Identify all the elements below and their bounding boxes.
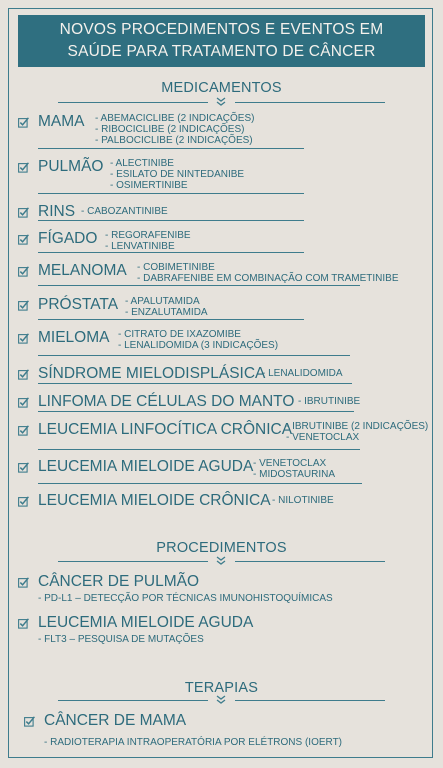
section-rule-left [58,102,208,103]
procedure-detail: - PD-L1 – DETECÇÃO POR TÉCNICAS IMUNOHISTOQUÍMICAS [38,593,333,604]
drug-list [118,329,278,351]
checkbox-checked-icon [18,207,29,218]
item-divider [38,319,304,320]
drug-item: - ABEMACICLIBE (2 INDICAÇÕES) [95,113,255,124]
section-rule-left [58,561,208,562]
checkbox-checked-icon [18,496,29,507]
procedure-detail: - FLT3 – PESQUISA DE MUTAÇÕES [38,634,204,645]
drug-list [298,396,360,407]
drug-item: - LENALIDOMIDA (3 INDICAÇÕES) [118,340,279,351]
drug-list [272,495,334,506]
drug-item: - RIBOCICLIBE (2 INDICAÇÕES) [95,124,245,135]
checkbox-checked-icon [18,117,29,128]
checkbox-checked-icon [18,300,29,311]
medicamento-item [18,203,435,233]
drug-item: - IBRUTINIBE [298,396,361,407]
cancer-type-label: CÂNCER DE PULMÃO [38,573,200,590]
drug-list [137,262,399,284]
item-divider [38,355,350,356]
medicamento-item [18,421,435,451]
checkbox-checked-icon [18,234,29,245]
drug-item: - IBRUTINIBE (2 INDICAÇÕES) [286,421,429,432]
checkbox-checked-icon [18,333,29,344]
item-divider [38,285,360,286]
chevron-down-icon [216,556,226,565]
cancer-type-label: PRÓSTATA [38,296,119,313]
drug-item: - PALBOCICLIBE (2 INDICAÇÕES) [95,135,253,146]
medicamento-item [18,393,435,423]
cancer-type-label: FÍGADO [38,230,98,247]
drug-item: - COBIMETINIBE [137,262,215,273]
item-divider [38,252,304,253]
drug-item: - OSIMERTINIBE [110,180,188,191]
checkbox-checked-icon [18,425,29,436]
drug-list [95,113,254,146]
section-rule-right [235,700,385,701]
item-divider [38,383,352,384]
drug-item: - DABRAFENIBE EM COMBINAÇÃO COM TRAMETINIBE [137,273,399,284]
checkbox-checked-icon [18,397,29,408]
procedimento-item [18,573,435,609]
medicamento-item [18,262,435,292]
header-title-line-1: NOVOS PROCEDIMENTOS E EVENTOS EM [59,21,384,38]
drug-list [286,421,428,443]
page-header [18,15,425,67]
item-divider [38,449,360,450]
drug-list [81,206,168,217]
medicamento-item [18,158,435,191]
checkbox-checked-icon [18,618,29,629]
drug-item: - LENALIDOMIDA [262,368,343,379]
section-rule-right [235,561,385,562]
drug-item: - VENETOCLAX [253,458,327,469]
medicamento-item [18,365,435,395]
checkbox-checked-icon [18,577,29,588]
drug-item: - VENETOCLAX [286,432,360,443]
item-divider [38,411,354,412]
medicamento-item [18,230,435,260]
item-divider [38,220,304,221]
item-divider [38,483,362,484]
checkbox-checked-icon [24,716,35,727]
drug-list [110,158,244,191]
cancer-type-label: RINS [38,203,76,220]
cancer-type-label: LEUCEMIA LINFOCÍTICA CRÔNICA [38,421,293,438]
drug-list [253,458,335,480]
cancer-type-label: SÍNDROME MIELODISPLÁSICA [38,365,266,382]
drug-item: - ALECTINIBE [110,158,174,169]
section-rule-left [58,700,208,701]
checkbox-checked-icon [18,462,29,473]
header-title-line-2: SAÚDE PARA TRATAMENTO DE CÂNCER [67,43,376,60]
drug-item: - NILOTINIBE [272,495,334,506]
therapy-detail: - RADIOTERAPIA INTRAOPERATÓRIA POR ELÉTRONS (IOERT) [44,737,343,748]
cancer-type-label: CÂNCER DE MAMA [44,712,187,729]
cancer-type-label: PULMÃO [38,158,104,175]
procedimento-item [18,614,435,650]
drug-item: - LENVATINIBE [105,241,175,252]
cancer-type-label: MELANOMA [38,262,127,279]
terapia-item [24,712,435,752]
checkbox-checked-icon [18,369,29,380]
drug-list [105,230,191,252]
cancer-type-label: LINFOMA DE CÉLULAS DO MANTO [38,393,295,410]
checkbox-checked-icon [18,162,29,173]
checkbox-checked-icon [18,266,29,277]
cancer-type-label: MAMA [38,113,85,130]
cancer-type-label: MIELOMA [38,329,110,346]
chevron-down-icon [216,695,226,704]
drug-item: - ESILATO DE NINTEDANIBE [110,169,245,180]
drug-list [262,368,343,379]
cancer-type-label: LEUCEMIA MIELOIDE CRÔNICA [38,492,271,509]
item-divider [38,148,304,149]
section-title-terapias: TERAPIAS [184,680,259,696]
cancer-type-label: LEUCEMIA MIELOIDE AGUDA [38,458,254,475]
drug-list [125,296,208,318]
medicamento-item [18,296,435,326]
medicamento-item [18,492,435,522]
drug-item: - APALUTAMIDA [125,296,200,307]
drug-item: - CITRATO DE IXAZOMIBE [118,329,241,340]
drug-item: - CABOZANTINIBE [81,206,168,217]
medicamento-item [18,113,435,146]
drug-item: - MIDOSTAURINA [253,469,336,480]
cancer-type-label: LEUCEMIA MIELOIDE AGUDA [38,614,254,631]
section-rule-right [235,102,385,103]
drug-item: - REGORAFENIBE [105,230,191,241]
section-title-medicamentos: MEDICAMENTOS [161,80,282,96]
section-title-procedimentos: PROCEDIMENTOS [156,540,287,556]
chevron-down-icon [216,97,226,106]
item-divider [38,193,304,194]
drug-item: - ENZALUTAMIDA [125,307,208,318]
